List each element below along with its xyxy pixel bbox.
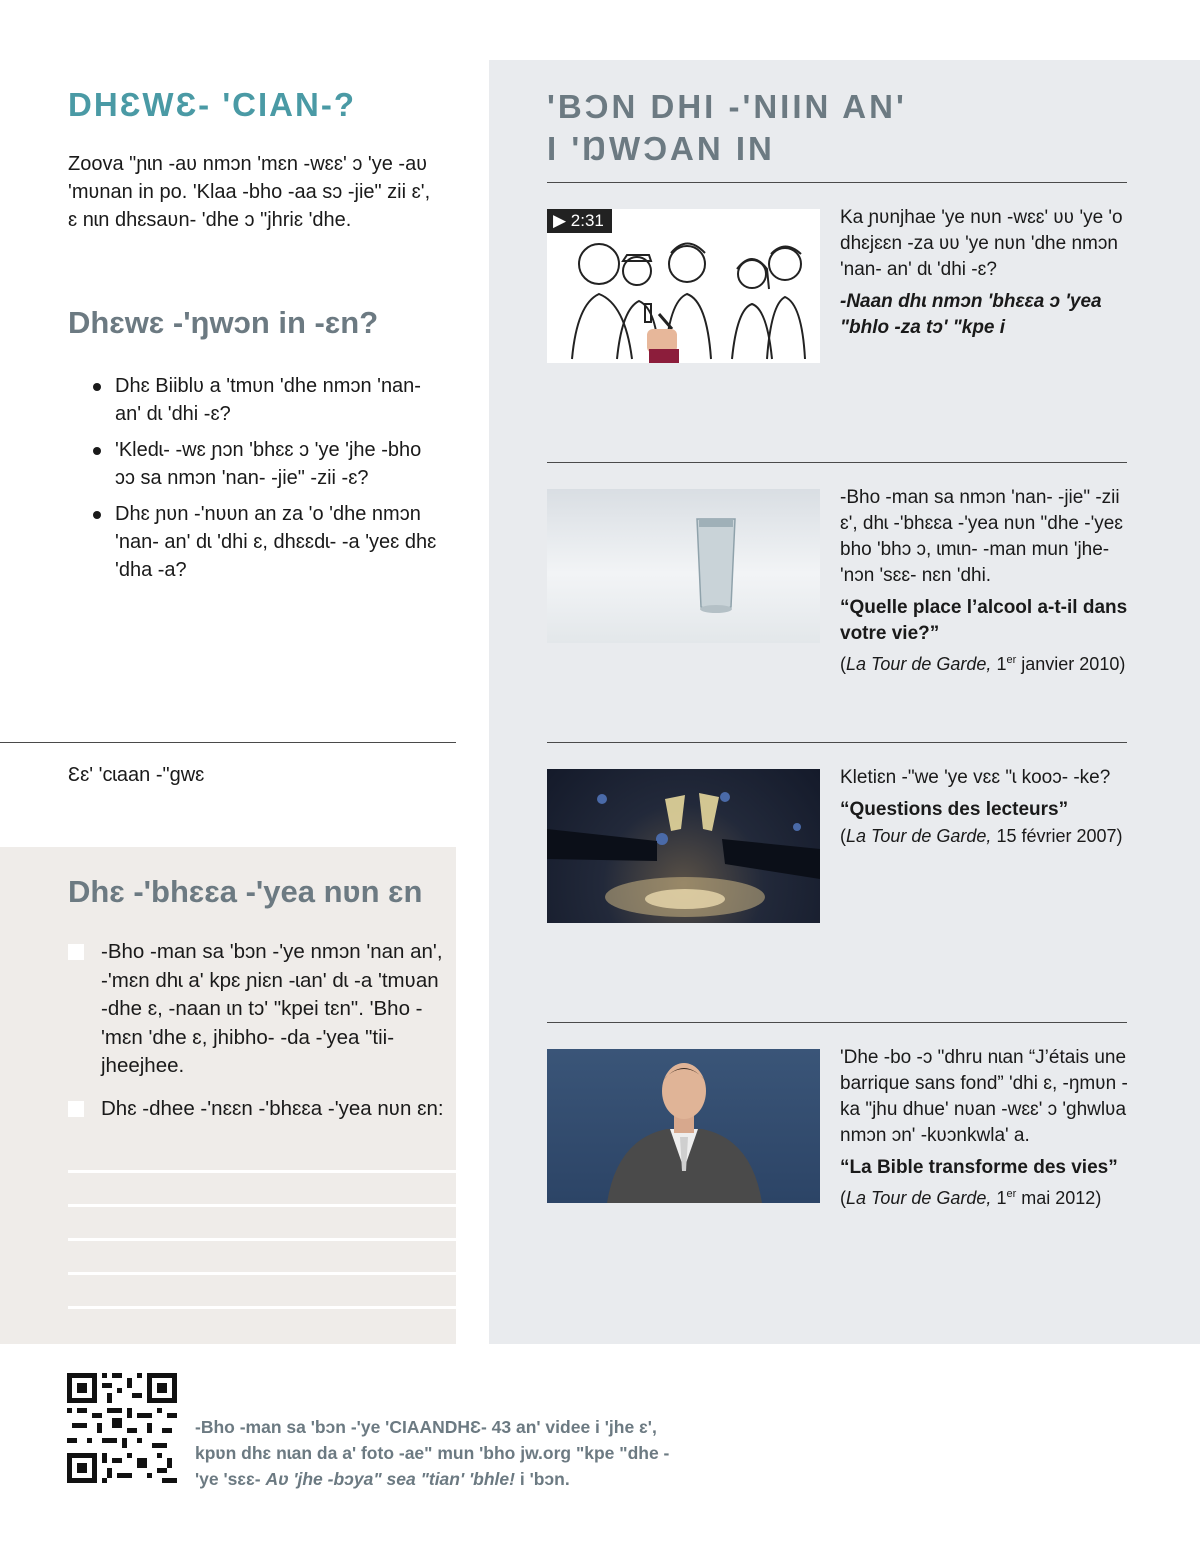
- writing-line: [68, 1238, 456, 1241]
- related-heading: 'BƆN DHƖ -'NƖƖN AN' I 'ŊWƆAN IN: [547, 88, 907, 167]
- related-item-text: Kletiɛn -"we 'ye vɛɛ "ɩ kooɔ- -ke? “Questions des lecteurs” (La Tour de Garde, 15 février 2007): [840, 765, 1140, 849]
- review-checklist: [68, 938, 448, 1137]
- question-item: 'Kledɩ- -wɛ ɲɔn 'bhɛɛ ɔ 'ye 'jhe -bho ɔɔ sa nmɔn 'nan- -jie" -zii -ɛ?: [93, 436, 443, 492]
- champagne-toast-image-icon: [547, 769, 820, 923]
- article-link[interactable]: “La Bible transforme des vies”: [840, 1157, 1118, 1178]
- article-link[interactable]: “Questions des lecteurs”: [840, 799, 1069, 820]
- related-item-text: 'Dhe -bo -ɔ "dhru nɩan “J’étais une barrique sans fond” 'dhi ɛ, -ŋmʋn -ka "jhu dhue' nʋan -wɛɛ' ɔ 'ghwlʋa nmɔn ɔn' -kʋɔnkwla' a. “La Bible transforme des vies” (La Tour de Garde, 1er mai 2012): [840, 1045, 1140, 1212]
- writing-line: [68, 1170, 456, 1173]
- divider: [547, 462, 1127, 463]
- citation: “La Bible transforme des vies” (La Tour de Garde, 1er mai 2012): [840, 1157, 1118, 1208]
- related-item-text: -Bho -man sa nmɔn 'nan- -jie" -zii ɛ', dhɩ -'bhɛɛa -'yea nʋn "dhe -'yeɛ bho 'bhɔ ɔ, ɩmɩn- -man mun 'jhe- 'nɔn 'sɛɛ- nɛn 'dhi. “Quelle place l’alcool a-t-il dans votre vie?” (La Tour de Garde, 1er janvier 2010): [840, 485, 1140, 677]
- divider: [0, 742, 456, 743]
- bullet-icon: [93, 511, 101, 519]
- citation: (La Tour de Garde, 1er janvier 2010): [840, 654, 1126, 674]
- empty-glass-image-icon: [547, 489, 820, 643]
- question-item: Dhɛ ɲʋn -'nʋʋn an za 'o 'dhe nmɔn 'nan- an' dɩ 'dhi ɛ, dhɛɛdɩ- -a 'yeɛ dhɛ 'dha -a?: [93, 500, 443, 584]
- article-link[interactable]: “Quelle place l’alcool a-t-il dans votre vie?”: [840, 597, 1128, 644]
- video-thumbnail[interactable]: [547, 209, 820, 363]
- intro-paragraph: Zoova "ɲɩn -aʋ nmɔn 'mɛn -wɛɛ' ɔ 'ye -aʋ 'mʋnan in po. 'Klaa -bho -aa sɔ -jie" zii ɛ', ɛ nɩn dhɛsaʋn- 'dhe ɔ "jhriɛ 'dhe.: [68, 153, 431, 231]
- checklist-item: Dhɛ -dhee -'nɛɛn -'bhɛɛa -'yea nʋn ɛn:: [68, 1095, 448, 1124]
- questions-list: [93, 372, 443, 592]
- article-thumbnail[interactable]: [547, 769, 820, 923]
- bullet-icon: [93, 447, 101, 455]
- divider: [547, 182, 1127, 183]
- citation: (La Tour de Garde, 15 février 2007): [840, 826, 1123, 846]
- page-title: DHƐWƐ- 'CƖAN-?: [68, 86, 356, 123]
- qr-code-icon[interactable]: [67, 1373, 177, 1483]
- checkbox[interactable]: [68, 1101, 84, 1117]
- article-thumbnail[interactable]: [547, 1049, 820, 1203]
- writing-line: [68, 1204, 456, 1207]
- footer-note: -Bho -man sa 'bɔn -'ye 'CƖAANDHƐ- 43 an' videe i 'jhe ɛ', kpʋn dhɛ nɩan da a' foto -ae" mun 'bho jw.org "kpe "dhe -'ye 'sɛɛ- Aʋ 'jhe -bɔya" sea "tian' 'bhle! i 'bɔn.: [195, 1417, 670, 1489]
- man-portrait-image-icon: [547, 1049, 820, 1203]
- question-item: Dhɛ Biiblʋ a 'tmʋn 'dhe nmɔn 'nan- an' dɩ 'dhi -ɛ?: [93, 372, 443, 428]
- writing-line: [68, 1272, 456, 1275]
- related-item-text: Ka ɲʋnjhae 'ye nʋn -wɛɛ' ʋʋ 'ye 'o dhɛjɛɛn -za ʋʋ 'ye nʋn 'dhe nmɔn 'nan- an' dɩ 'dhi -ɛ? -Naan dhɩ nmɔn 'bhɛɛa ɔ 'yea "bhlo -za tɔ' "kpe i: [840, 205, 1140, 341]
- review-heading: Dhɛ -'bhɛɛa -'yea nʋn ɛn: [68, 874, 423, 909]
- article-thumbnail[interactable]: [547, 489, 820, 643]
- checkbox[interactable]: [68, 944, 84, 960]
- divider: [547, 742, 1127, 743]
- writing-line: [68, 1306, 456, 1309]
- checklist-item: -Bho -man sa 'bɔn -'ye nmɔn 'nan an', -'mɛn dhɩ a' kpɛ ɲiɛn -ɩan' dɩ -a 'tmʋan -dhe ɛ, -naan ɩn tɔ' "kpei tɛn". 'Bho -'mɛn 'dhe ɛ, jhibho- -da -'yea "tii- jheejhee.: [68, 938, 448, 1081]
- video-duration-badge: ▶ 2:31: [547, 209, 612, 233]
- bullet-icon: [93, 383, 101, 391]
- divider: [547, 1022, 1127, 1023]
- video-title-link[interactable]: -Naan dhɩ nmɔn 'bhɛɛa ɔ 'yea "bhlo -za tɔ' "kpe i: [840, 291, 1102, 338]
- tags-line: Ɛɛ' 'cɩaan -"gwɛ: [68, 764, 205, 786]
- questions-heading: Dhɛwɛ -'ŋwɔn in -ɛn?: [68, 305, 379, 340]
- website-link[interactable]: Aʋ 'jhe -bɔya" sea "tian' 'bhle!: [265, 1469, 515, 1489]
